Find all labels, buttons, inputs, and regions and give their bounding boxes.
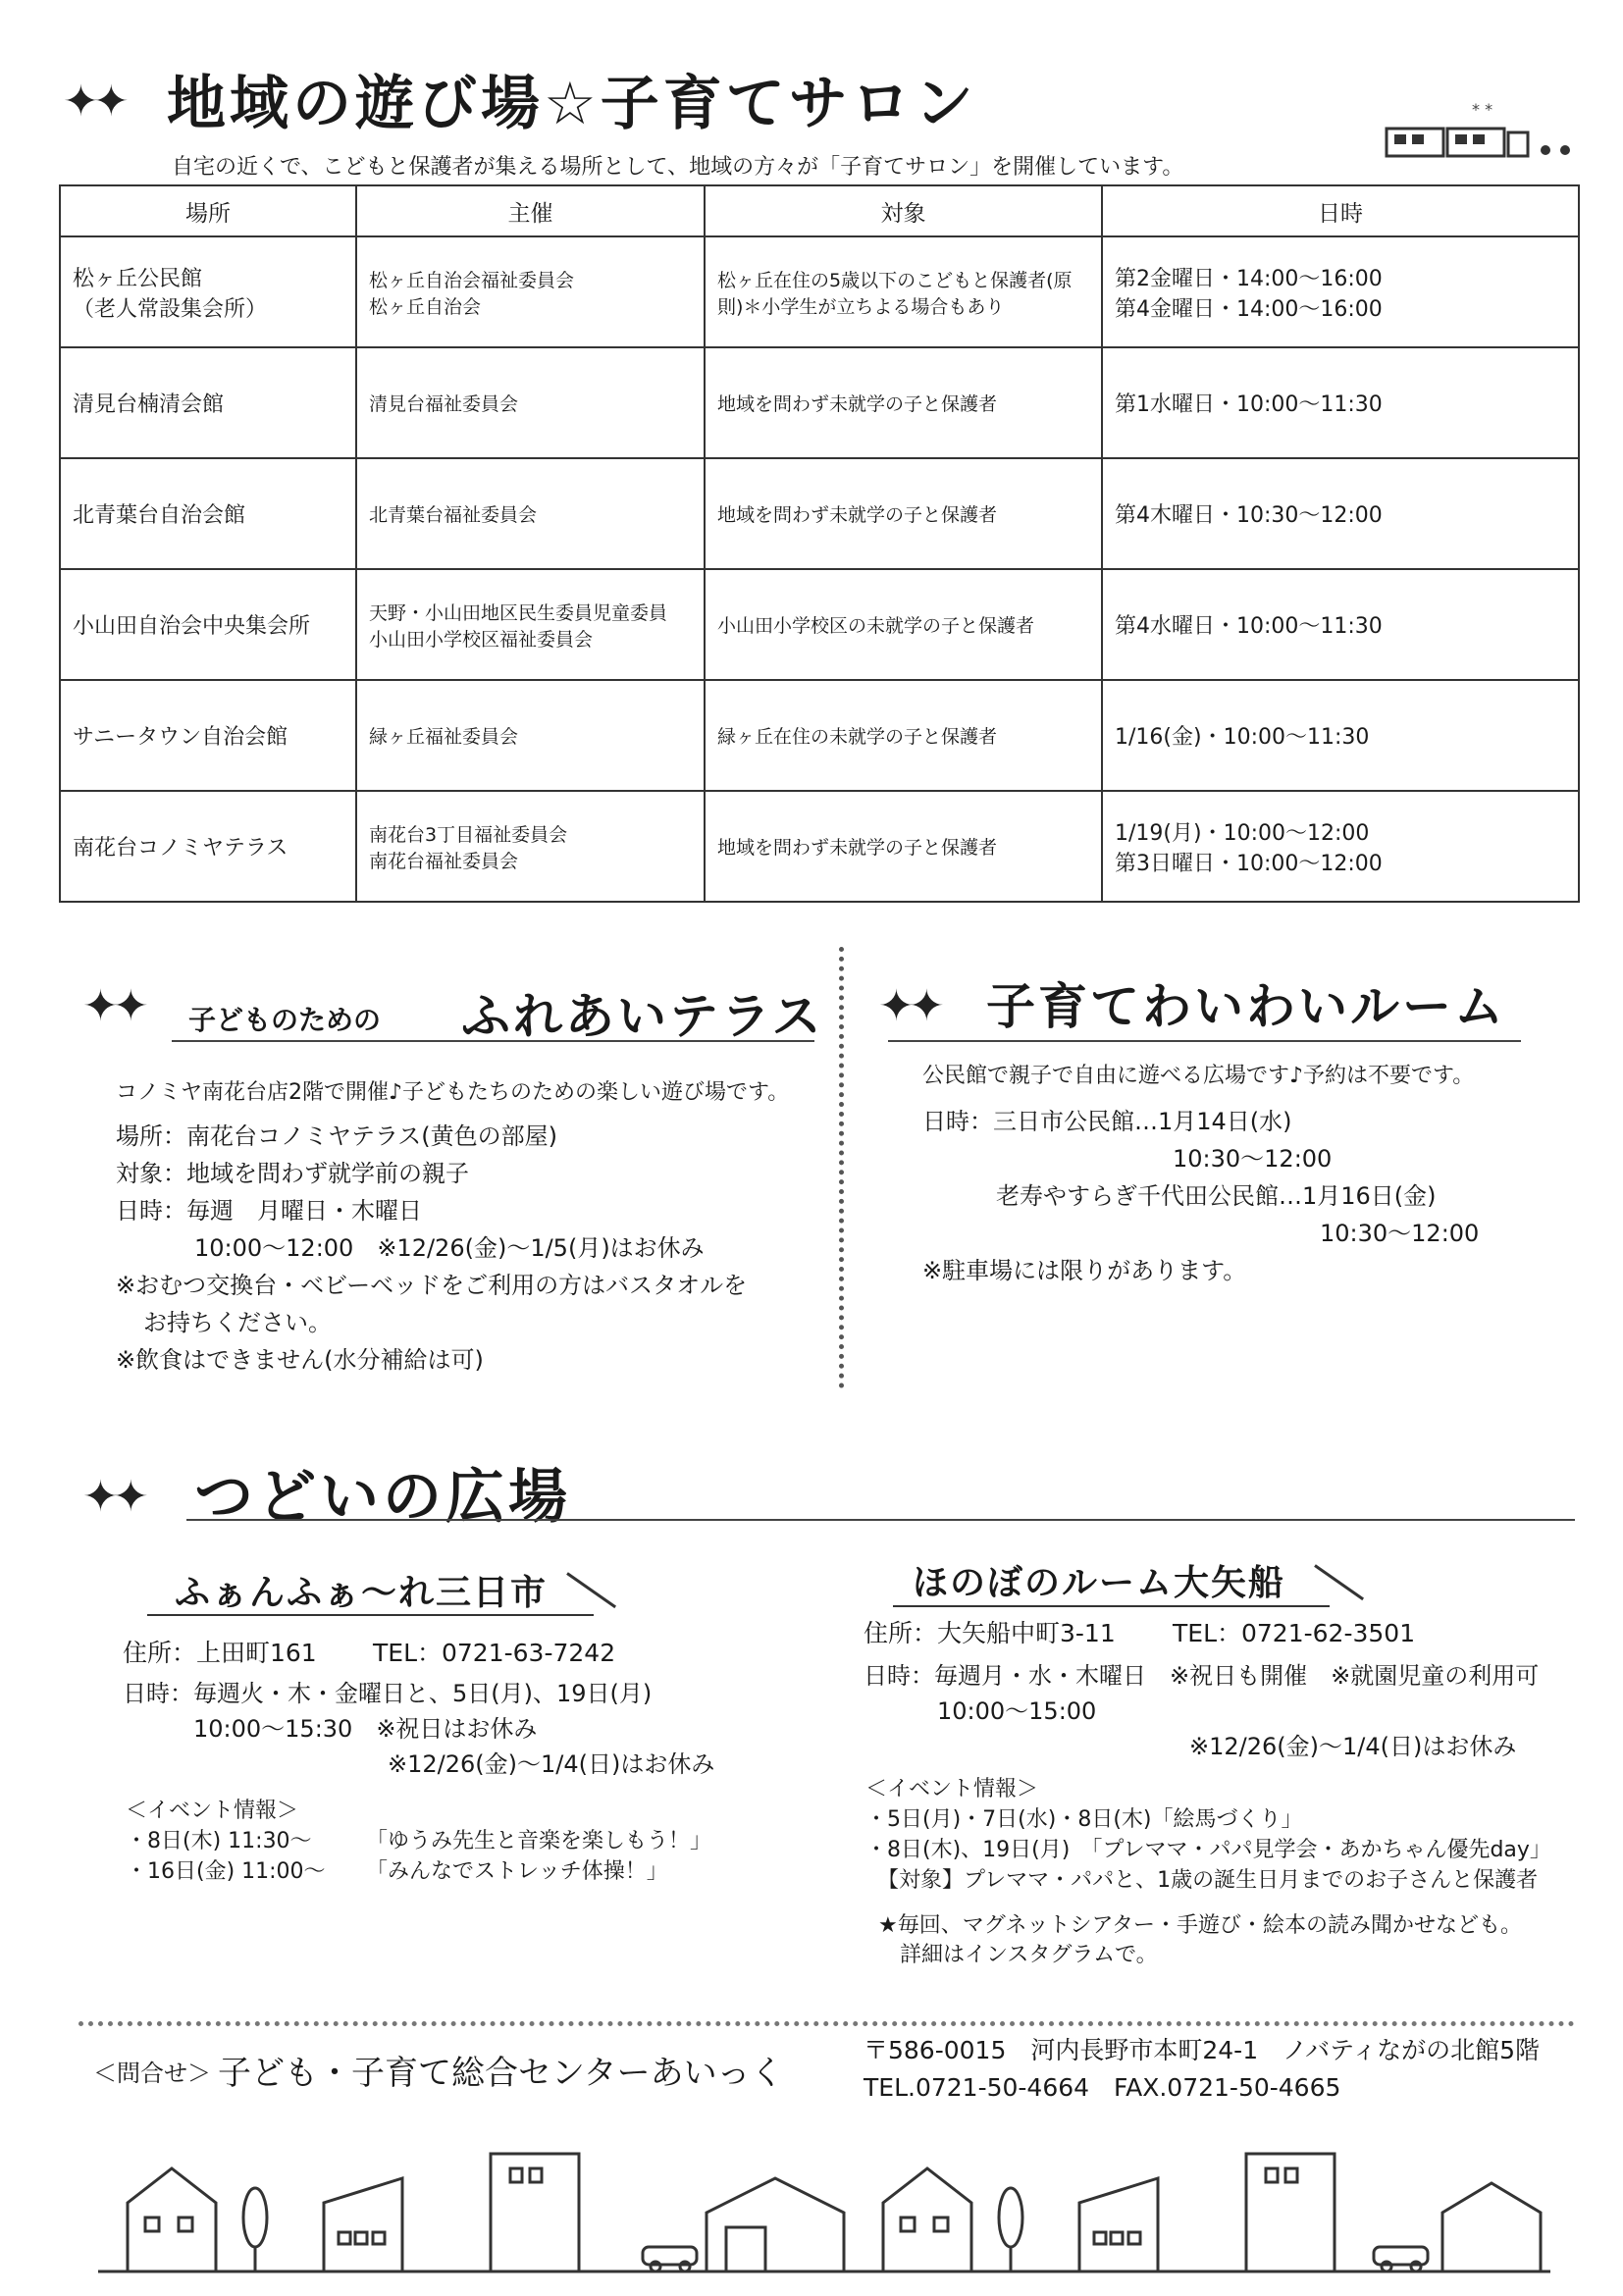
- honobono-tel: TEL：0721-62-3501: [1173, 1619, 1416, 1647]
- table-row: [60, 791, 1579, 902]
- table-row: [60, 236, 1579, 347]
- fureai-line: 日時：毎週 月曜日・木曜日: [116, 1197, 422, 1225]
- cell-place: 北青葉台自治会館: [60, 458, 356, 569]
- table-row: [60, 458, 1579, 569]
- fanfare-hours-line: ※12/26(金)〜1/4(日)はお休み: [388, 1750, 715, 1778]
- cell-datetime: 1/19(月)・10:00〜12:00 第3日曜日・10:00〜12:00: [1102, 791, 1579, 902]
- cell-organizer: 緑ヶ丘福祉委員会: [356, 680, 705, 791]
- event-date: ・16日(金) 11:00〜: [126, 1859, 326, 1884]
- salon-title: 地域の遊び場☆子育てサロン: [167, 70, 977, 138]
- honobono-hours-line: ※12/26(金)〜1/4(日)はお休み: [1189, 1733, 1517, 1760]
- title-slash: [1314, 1564, 1364, 1600]
- cell-datetime: 1/16(金)・10:00〜11:30: [1102, 680, 1579, 791]
- cell-target: 緑ヶ丘在住の未就学の子と保護者: [705, 680, 1102, 791]
- sparkle-icon: ✦✦: [878, 981, 939, 1031]
- cell-organizer: 北青葉台福祉委員会: [356, 458, 705, 569]
- fureai-line: 対象：地域を問わず就学前の親子: [116, 1160, 469, 1187]
- honobono-note: [878, 1911, 1522, 1970]
- honobono-hours-line: 日時：毎週月・水・木曜日 ※祝日も開催 ※就園児童の利用可: [864, 1662, 1540, 1690]
- fureai-line: ※おむつ交換台・ベビーベッドをご利用の方はバスタオルを: [116, 1272, 748, 1299]
- col-header-target: 対象: [705, 185, 1102, 236]
- cell-place: 松ヶ丘公民館 （老人常設集会所）: [60, 236, 356, 347]
- fureai-title: ふれあいテラス: [461, 988, 824, 1045]
- waiwai-info: [922, 1058, 1590, 1289]
- waiwai-title: 子育てわいわいルーム: [986, 978, 1506, 1035]
- fanfare-address: 住所：上田町161: [123, 1639, 317, 1667]
- fanfare-tel: TEL：0721-63-7242: [373, 1639, 616, 1667]
- title-underline: [893, 1605, 1330, 1607]
- divider: [172, 1040, 814, 1042]
- waiwai-line: ※駐車場には限りがあります。: [922, 1257, 1247, 1284]
- contact-name: 子ども・子育て総合センターあいっく: [218, 2054, 784, 2093]
- fureai-title-small: 子どものための: [188, 1004, 382, 1036]
- event-desc: 「みんなでストレッチ体操！」: [366, 1859, 668, 1884]
- train-illustration-icon: [1379, 93, 1585, 167]
- fureai-line: お持ちください。: [143, 1309, 332, 1336]
- cell-datetime: 第4水曜日・10:00〜11:30: [1102, 569, 1579, 680]
- event-item: [126, 1826, 711, 1856]
- tsudoi-title: つどいの広場: [194, 1463, 571, 1532]
- event-heading: ＜イベント情報＞: [865, 1777, 1039, 1801]
- contact-label: ＜問合せ＞: [93, 2060, 211, 2087]
- col-header-place: 場所: [60, 185, 356, 236]
- note-line: ★毎回、マグネットシアター・手遊び・絵本の読み聞かせなども。: [878, 1913, 1522, 1938]
- fureai-line: 場所：南花台コノミヤテラス(黄色の部屋): [116, 1122, 558, 1150]
- sparkle-icon: ✦✦: [82, 981, 143, 1031]
- honobono-title: ほのぼのルーム大矢船: [913, 1563, 1286, 1603]
- dotted-divider: [839, 947, 844, 1388]
- divider: [888, 1040, 1521, 1042]
- cell-organizer: 清見台福祉委員会: [356, 347, 705, 458]
- fureai-line: コノミヤ南花台店2階で開催♪子どもたちのための楽しい遊び場です。: [116, 1080, 790, 1105]
- fanfare-hours-line: 10:00〜15:30 ※祝日はお休み: [193, 1715, 538, 1743]
- waiwai-line: 公民館で親子で自由に遊べる広場です♪予約は不要です。: [922, 1064, 1475, 1088]
- cell-organizer: 南花台3丁目福祉委員会 南花台福祉委員会: [356, 791, 705, 902]
- table-row: [60, 569, 1579, 680]
- town-illustration-icon: [98, 2110, 1550, 2286]
- waiwai-line: 老寿やすらぎ千代田公民館…1月16日(金): [996, 1182, 1437, 1210]
- dotted-divider: [79, 2021, 1575, 2026]
- honobono-address: 住所：大矢船中町3-11: [864, 1619, 1116, 1647]
- waiwai-line: 10:30〜12:00: [1173, 1145, 1333, 1173]
- title-slash: [566, 1572, 616, 1608]
- cell-place: サニータウン自治会館: [60, 680, 356, 791]
- honobono-hours-line: 10:00〜15:00: [937, 1697, 1097, 1725]
- event-item: 【対象】プレママ・パパと、1歳の誕生日月までのお子さんと保護者: [877, 1868, 1539, 1893]
- cell-datetime: 第4木曜日・10:30〜12:00: [1102, 458, 1579, 569]
- fanfare-hours-line: 日時：毎週火・木・金曜日と、5日(月)、19日(月): [123, 1680, 653, 1707]
- cell-place: 清見台楠清会館: [60, 347, 356, 458]
- event-desc: 「ゆうみ先生と音楽を楽しもう！」: [366, 1829, 712, 1853]
- cell-target: 地域を問わず未就学の子と保護者: [705, 791, 1102, 902]
- cell-place: 南花台コノミヤテラス: [60, 791, 356, 902]
- sparkle-icon: ✦✦: [82, 1472, 143, 1522]
- event-date: ・8日(木) 11:30〜: [126, 1829, 312, 1853]
- cell-datetime: 第1水曜日・10:00〜11:30: [1102, 347, 1579, 458]
- col-header-datetime: 日時: [1102, 185, 1579, 236]
- table-row: [60, 347, 1579, 458]
- sparkle-icon: ✦✦: [63, 77, 124, 127]
- fanfare-events: [126, 1796, 711, 1887]
- contact-address: 〒586-0015 河内長野市本町24-1 ノバティながの北館5階: [864, 2036, 1541, 2064]
- honobono-hours: [864, 1658, 1539, 1764]
- cell-target: 松ヶ丘在住の5歳以下のこどもと保護者(原則)＊小学生が立ちよる場合もあり: [705, 236, 1102, 347]
- fureai-line: ※飲食はできません(水分補給は可): [116, 1346, 484, 1374]
- cell-organizer: 松ヶ丘自治会福祉委員会 松ヶ丘自治会: [356, 236, 705, 347]
- table-row: [60, 680, 1579, 791]
- waiwai-line: 日時：三日市公民館…1月14日(水): [922, 1108, 1292, 1135]
- table-header-row: [60, 185, 1579, 236]
- cell-target: 地域を問わず未就学の子と保護者: [705, 458, 1102, 569]
- title-underline: [147, 1614, 594, 1616]
- event-item: ・5日(月)・7日(水)・8日(木)「絵馬づくり」: [865, 1807, 1303, 1832]
- fanfare-title: ふぁんふぁ〜れ三日市: [175, 1573, 549, 1613]
- note-line: 詳細はインスタグラムで。: [900, 1943, 1158, 1967]
- salon-intro: 自宅の近くで、こどもと保護者が集える場所として、地域の方々が「子育てサロン」を開催しています。: [172, 155, 1184, 180]
- divider: [186, 1519, 1575, 1521]
- cell-target: 地域を問わず未就学の子と保護者: [705, 347, 1102, 458]
- cell-datetime: 第2金曜日・14:00〜16:00 第4金曜日・14:00〜16:00: [1102, 236, 1579, 347]
- salon-schedule-table: [59, 184, 1580, 903]
- svg-text:* *: * *: [1472, 100, 1493, 119]
- col-header-organizer: 主催: [356, 185, 705, 236]
- waiwai-line: 10:30〜12:00: [1320, 1220, 1480, 1247]
- fureai-line: 10:00〜12:00 ※12/26(金)〜1/5(月)はお休み: [194, 1234, 705, 1262]
- contact-phones: TEL.0721-50-4664 FAX.0721-50-4665: [864, 2073, 1341, 2102]
- event-item: [126, 1856, 711, 1887]
- cell-place: 小山田自治会中央集会所: [60, 569, 356, 680]
- honobono-events: [865, 1774, 1551, 1896]
- event-item: ・8日(木)、19日(月) 「プレママ・パパ見学会・あかちゃん優先day」: [865, 1838, 1551, 1862]
- fanfare-hours: [123, 1676, 714, 1782]
- cell-target: 小山田小学校区の未就学の子と保護者: [705, 569, 1102, 680]
- event-heading: ＜イベント情報＞: [126, 1799, 299, 1823]
- cell-organizer: 天野・小山田地区民生委員児童委員 小山田小学校区福祉委員会: [356, 569, 705, 680]
- fureai-info: [116, 1074, 842, 1379]
